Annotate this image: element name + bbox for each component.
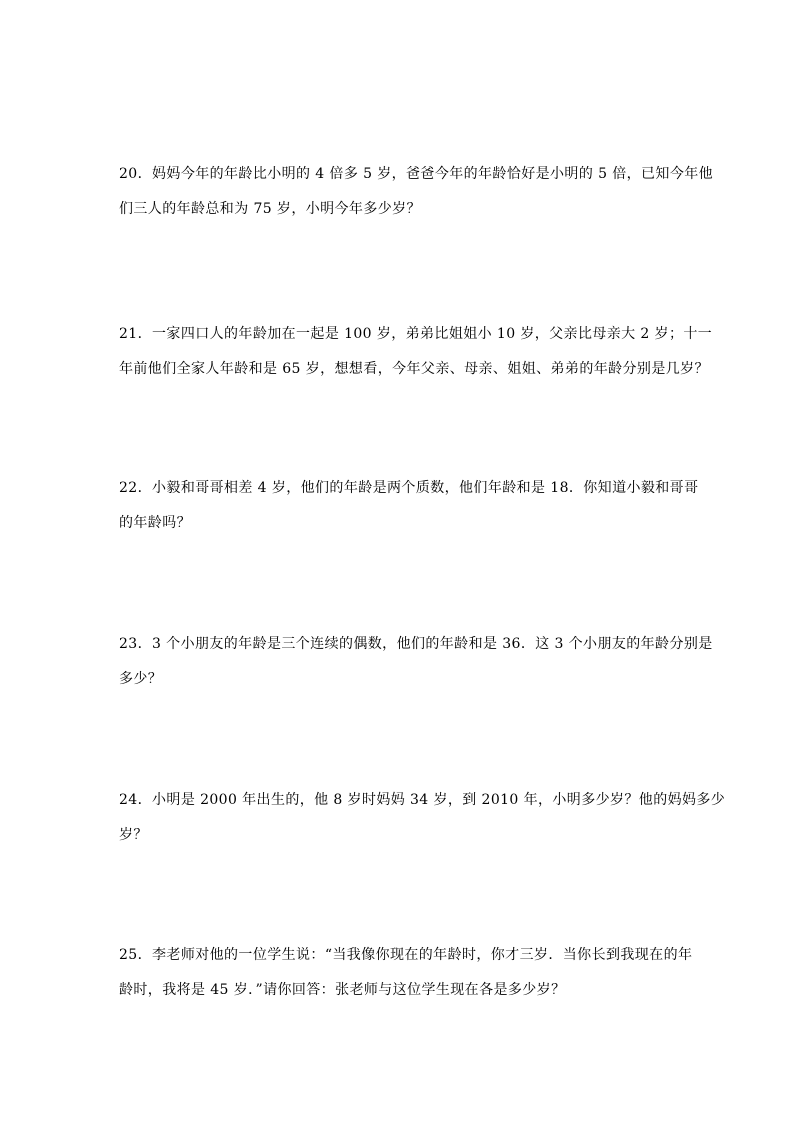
question-21-line-2: 年前他们全家人年龄和是 65 岁，想想看，今年父亲、母亲、姐姐、弟弟的年龄分别是几岁？ xyxy=(119,361,709,377)
question-24-line-1: 24．小明是 2000 年出生的，他 8 岁时妈妈 34 岁，到 2010 年，小明多少岁？他的妈妈多少 xyxy=(119,792,726,808)
question-20-line-2: 们三人的年龄总和为 75 岁，小明今年多少岁？ xyxy=(119,201,421,217)
question-23-line-2: 多少？ xyxy=(119,671,163,687)
question-20-line-1: 20．妈妈今年的年龄比小明的 4 倍多 5 岁，爸爸今年的年龄恰好是小明的 5 倍，已知今年他 xyxy=(119,166,714,182)
question-21-line-1: 21．一家四口人的年龄加在一起是 100 岁，弟弟比姐姐小 10 岁，父亲比母亲大 2 岁；十一 xyxy=(119,326,713,342)
question-25-line-1: 25．李老师对他的一位学生说：“当我像你现在的年龄时，你才三岁．当你长到我现在的年 xyxy=(119,947,693,963)
question-25 xyxy=(119,947,693,999)
question-22-line-2: 的年龄吗？ xyxy=(119,515,191,531)
question-24 xyxy=(119,792,726,844)
question-22 xyxy=(119,480,699,532)
question-23-line-1: 23．3 个小朋友的年龄是三个连续的偶数，他们的年龄和是 36．这 3 个小朋友的年龄分别是 xyxy=(119,636,713,652)
question-20 xyxy=(119,166,714,218)
question-21 xyxy=(119,326,713,378)
question-22-line-1: 22．小毅和哥哥相差 4 岁，他们的年龄是两个质数，他们年龄和是 18．你知道小毅和哥哥 xyxy=(119,480,699,496)
question-24-line-2: 岁？ xyxy=(119,827,148,843)
question-25-line-2: 龄时，我将是 45 岁．”请你回答：张老师与这位学生现在各是多少岁？ xyxy=(119,982,566,998)
question-23 xyxy=(119,636,713,688)
